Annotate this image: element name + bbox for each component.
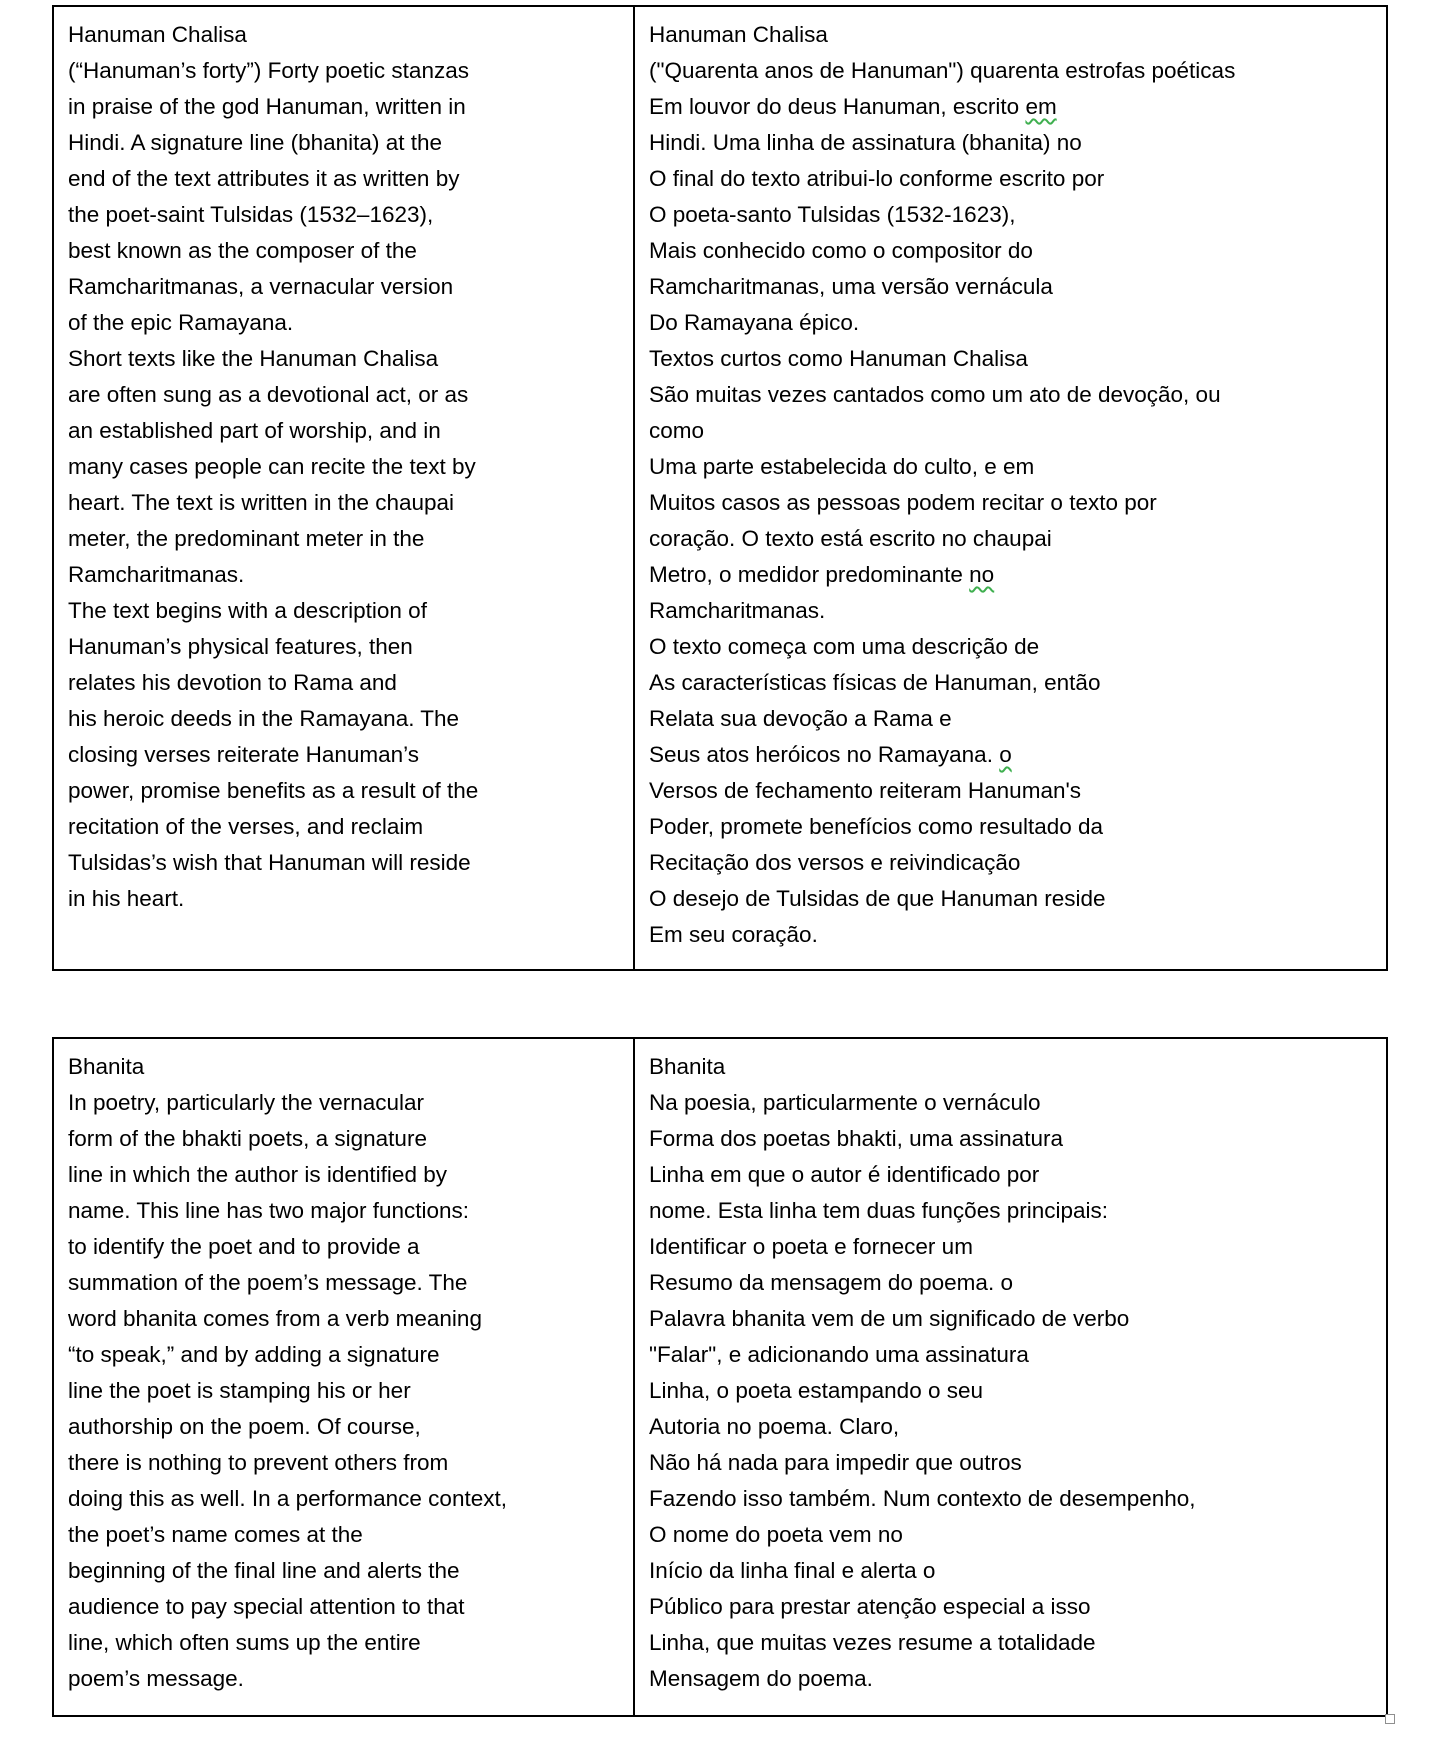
- text-line: Na poesia, particularmente o vernáculo: [649, 1090, 1041, 1115]
- text-line: Textos curtos como Hanuman Chalisa: [649, 346, 1028, 371]
- text-line: beginning of the final line and alerts the: [68, 1558, 460, 1583]
- text-line: Palavra bhanita vem de um significado de verbo: [649, 1306, 1130, 1331]
- text-line: power, promise benefits as a result of the: [68, 778, 479, 803]
- text-line: line in which the author is identified by: [68, 1162, 447, 1187]
- text-line: Ramcharitmanas, uma versão vernácula: [649, 274, 1053, 299]
- text-segment: Seus atos heróicos no Ramayana.: [649, 742, 1000, 767]
- text-line: audience to pay special attention to that: [68, 1594, 465, 1619]
- text-line: Short texts like the Hanuman Chalisa: [68, 346, 439, 371]
- text-line: Hanuman’s physical features, then: [68, 634, 413, 659]
- text-line: Mais conhecido como o compositor do: [649, 238, 1033, 263]
- text-line: [649, 89, 1372, 125]
- text-line: an established part of worship, and in: [68, 418, 441, 443]
- text-line: Tulsidas’s wish that Hanuman will reside: [68, 850, 471, 875]
- text-line: O poeta-santo Tulsidas (1532-1623),: [649, 202, 1016, 227]
- text-line: Público para prestar atenção especial a isso: [649, 1594, 1091, 1619]
- text-line: doing this as well. In a performance context,: [68, 1486, 507, 1511]
- cell-hanuman-chalisa-english[interactable]: [54, 7, 635, 969]
- text-line: Ramcharitmanas, a vernacular version: [68, 274, 454, 299]
- cell-title: Bhanita: [68, 1054, 145, 1079]
- text-line: poem’s message.: [68, 1666, 244, 1691]
- text-line: ("Quarenta anos de Hanuman") quarenta estrofas poéticas: [649, 58, 1236, 83]
- text-line: there is nothing to prevent others from: [68, 1450, 449, 1475]
- text-line: Ramcharitmanas.: [649, 598, 826, 623]
- text-line: meter, the predominant meter in the: [68, 526, 425, 551]
- cell-title: Hanuman Chalisa: [649, 22, 828, 47]
- text-line: word bhanita comes from a verb meaning: [68, 1306, 482, 1331]
- text-line: best known as the composer of the: [68, 238, 417, 263]
- text-line: Muitos casos as pessoas podem recitar o texto por: [649, 490, 1157, 515]
- text-line: Do Ramayana épico.: [649, 310, 860, 335]
- text-line: Ramcharitmanas.: [68, 562, 245, 587]
- text-line: Forma dos poetas bhakti, uma assinatura: [649, 1126, 1063, 1151]
- cell-text: [649, 53, 1372, 953]
- text-line: coração. O texto está escrito no chaupai: [649, 526, 1052, 551]
- text-line: Fazendo isso também. Num contexto de desempenho,: [649, 1486, 1196, 1511]
- cell-bhanita-english[interactable]: [54, 1039, 635, 1715]
- text-line: many cases people can recite the text by: [68, 454, 476, 479]
- text-line: summation of the poem’s message. The: [68, 1270, 468, 1295]
- text-line: in praise of the god Hanuman, written in: [68, 94, 466, 119]
- text-line: end of the text attributes it as written by: [68, 166, 460, 191]
- text-line: Linha, que muitas vezes resume a totalidade: [649, 1630, 1096, 1655]
- text-line: recitation of the verses, and reclaim: [68, 814, 424, 839]
- cell-title: Hanuman Chalisa: [68, 22, 247, 47]
- text-line: authorship on the poem. Of course,: [68, 1414, 421, 1439]
- text-line: O texto começa com uma descrição de: [649, 634, 1040, 659]
- text-line: como: [649, 418, 705, 443]
- text-line: Recitação dos versos e reivindicação: [649, 850, 1021, 875]
- text-line: “to speak,” and by adding a signature: [68, 1342, 440, 1367]
- text-line: in his heart.: [68, 886, 185, 911]
- text-line: Poder, promete benefícios como resultado da: [649, 814, 1104, 839]
- text-line: O desejo de Tulsidas de que Hanuman reside: [649, 886, 1106, 911]
- text-line: Identificar o poeta e fornecer um: [649, 1234, 973, 1259]
- text-line: "Falar", e adicionando uma assinatura: [649, 1342, 1029, 1367]
- text-line: Mensagem do poema.: [649, 1666, 873, 1691]
- text-line: are often sung as a devotional act, or as: [68, 382, 469, 407]
- text-line: O final do texto atribui-lo conforme escrito por: [649, 166, 1105, 191]
- text-line: Resumo da mensagem do poema. o: [649, 1270, 1013, 1295]
- text-line: Hindi. A signature line (bhanita) at the: [68, 130, 442, 155]
- text-segment: Em louvor do deus Hanuman, escrito: [649, 94, 1026, 119]
- text-line: Não há nada para impedir que outros: [649, 1450, 1022, 1475]
- text-segment: Metro, o medidor predominante: [649, 562, 970, 587]
- text-line: to identify the poet and to provide a: [68, 1234, 420, 1259]
- grammar-underlined-word: o: [999, 742, 1012, 767]
- text-line: Em seu coração.: [649, 922, 818, 947]
- text-line: Uma parte estabelecida do culto, e em: [649, 454, 1035, 479]
- text-line: (“Hanuman’s forty”) Forty poetic stanzas: [68, 58, 469, 83]
- text-line: Autoria no poema. Claro,: [649, 1414, 900, 1439]
- text-line: [649, 557, 1372, 593]
- text-line: Versos de fechamento reiteram Hanuman's: [649, 778, 1082, 803]
- text-line: Linha em que o autor é identificado por: [649, 1162, 1040, 1187]
- text-line: São muitas vezes cantados como um ato de devoção, ou: [649, 382, 1221, 407]
- text-line: As características físicas de Hanuman, então: [649, 670, 1101, 695]
- text-line: O nome do poeta vem no: [649, 1522, 903, 1547]
- table-hanuman-chalisa: [52, 5, 1388, 971]
- cell-bhanita-portuguese[interactable]: [635, 1039, 1386, 1715]
- text-line: closing verses reiterate Hanuman’s: [68, 742, 420, 767]
- text-line: In poetry, particularly the vernacular: [68, 1090, 425, 1115]
- cell-text: [68, 1085, 619, 1697]
- cell-title: Bhanita: [649, 1054, 726, 1079]
- table-resize-handle[interactable]: [1385, 1714, 1395, 1724]
- text-line: of the epic Ramayana.: [68, 310, 294, 335]
- cell-text: [649, 1085, 1372, 1697]
- text-line: the poet-saint Tulsidas (1532–1623),: [68, 202, 434, 227]
- text-line: [649, 737, 1372, 773]
- text-line: form of the bhakti poets, a signature: [68, 1126, 427, 1151]
- text-line: nome. Esta linha tem duas funções principais:: [649, 1198, 1108, 1223]
- text-line: The text begins with a description of: [68, 598, 427, 623]
- text-line: his heroic deeds in the Ramayana. The: [68, 706, 460, 731]
- text-line: Linha, o poeta estampando o seu: [649, 1378, 984, 1403]
- table-bhanita: [52, 1037, 1388, 1717]
- text-line: Início da linha final e alerta o: [649, 1558, 936, 1583]
- text-line: line the poet is stamping his or her: [68, 1378, 411, 1403]
- cell-text: [68, 53, 619, 917]
- grammar-underlined-word: em: [1025, 94, 1057, 119]
- text-line: the poet’s name comes at the: [68, 1522, 363, 1547]
- text-line: Relata sua devoção a Rama e: [649, 706, 952, 731]
- text-line: relates his devotion to Rama and: [68, 670, 397, 695]
- text-line: heart. The text is written in the chaupai: [68, 490, 455, 515]
- text-line: line, which often sums up the entire: [68, 1630, 421, 1655]
- text-line: name. This line has two major functions:: [68, 1198, 470, 1223]
- cell-hanuman-chalisa-portuguese[interactable]: [635, 7, 1386, 969]
- grammar-underlined-word: no: [969, 562, 995, 587]
- text-line: Hindi. Uma linha de assinatura (bhanita) no: [649, 130, 1082, 155]
